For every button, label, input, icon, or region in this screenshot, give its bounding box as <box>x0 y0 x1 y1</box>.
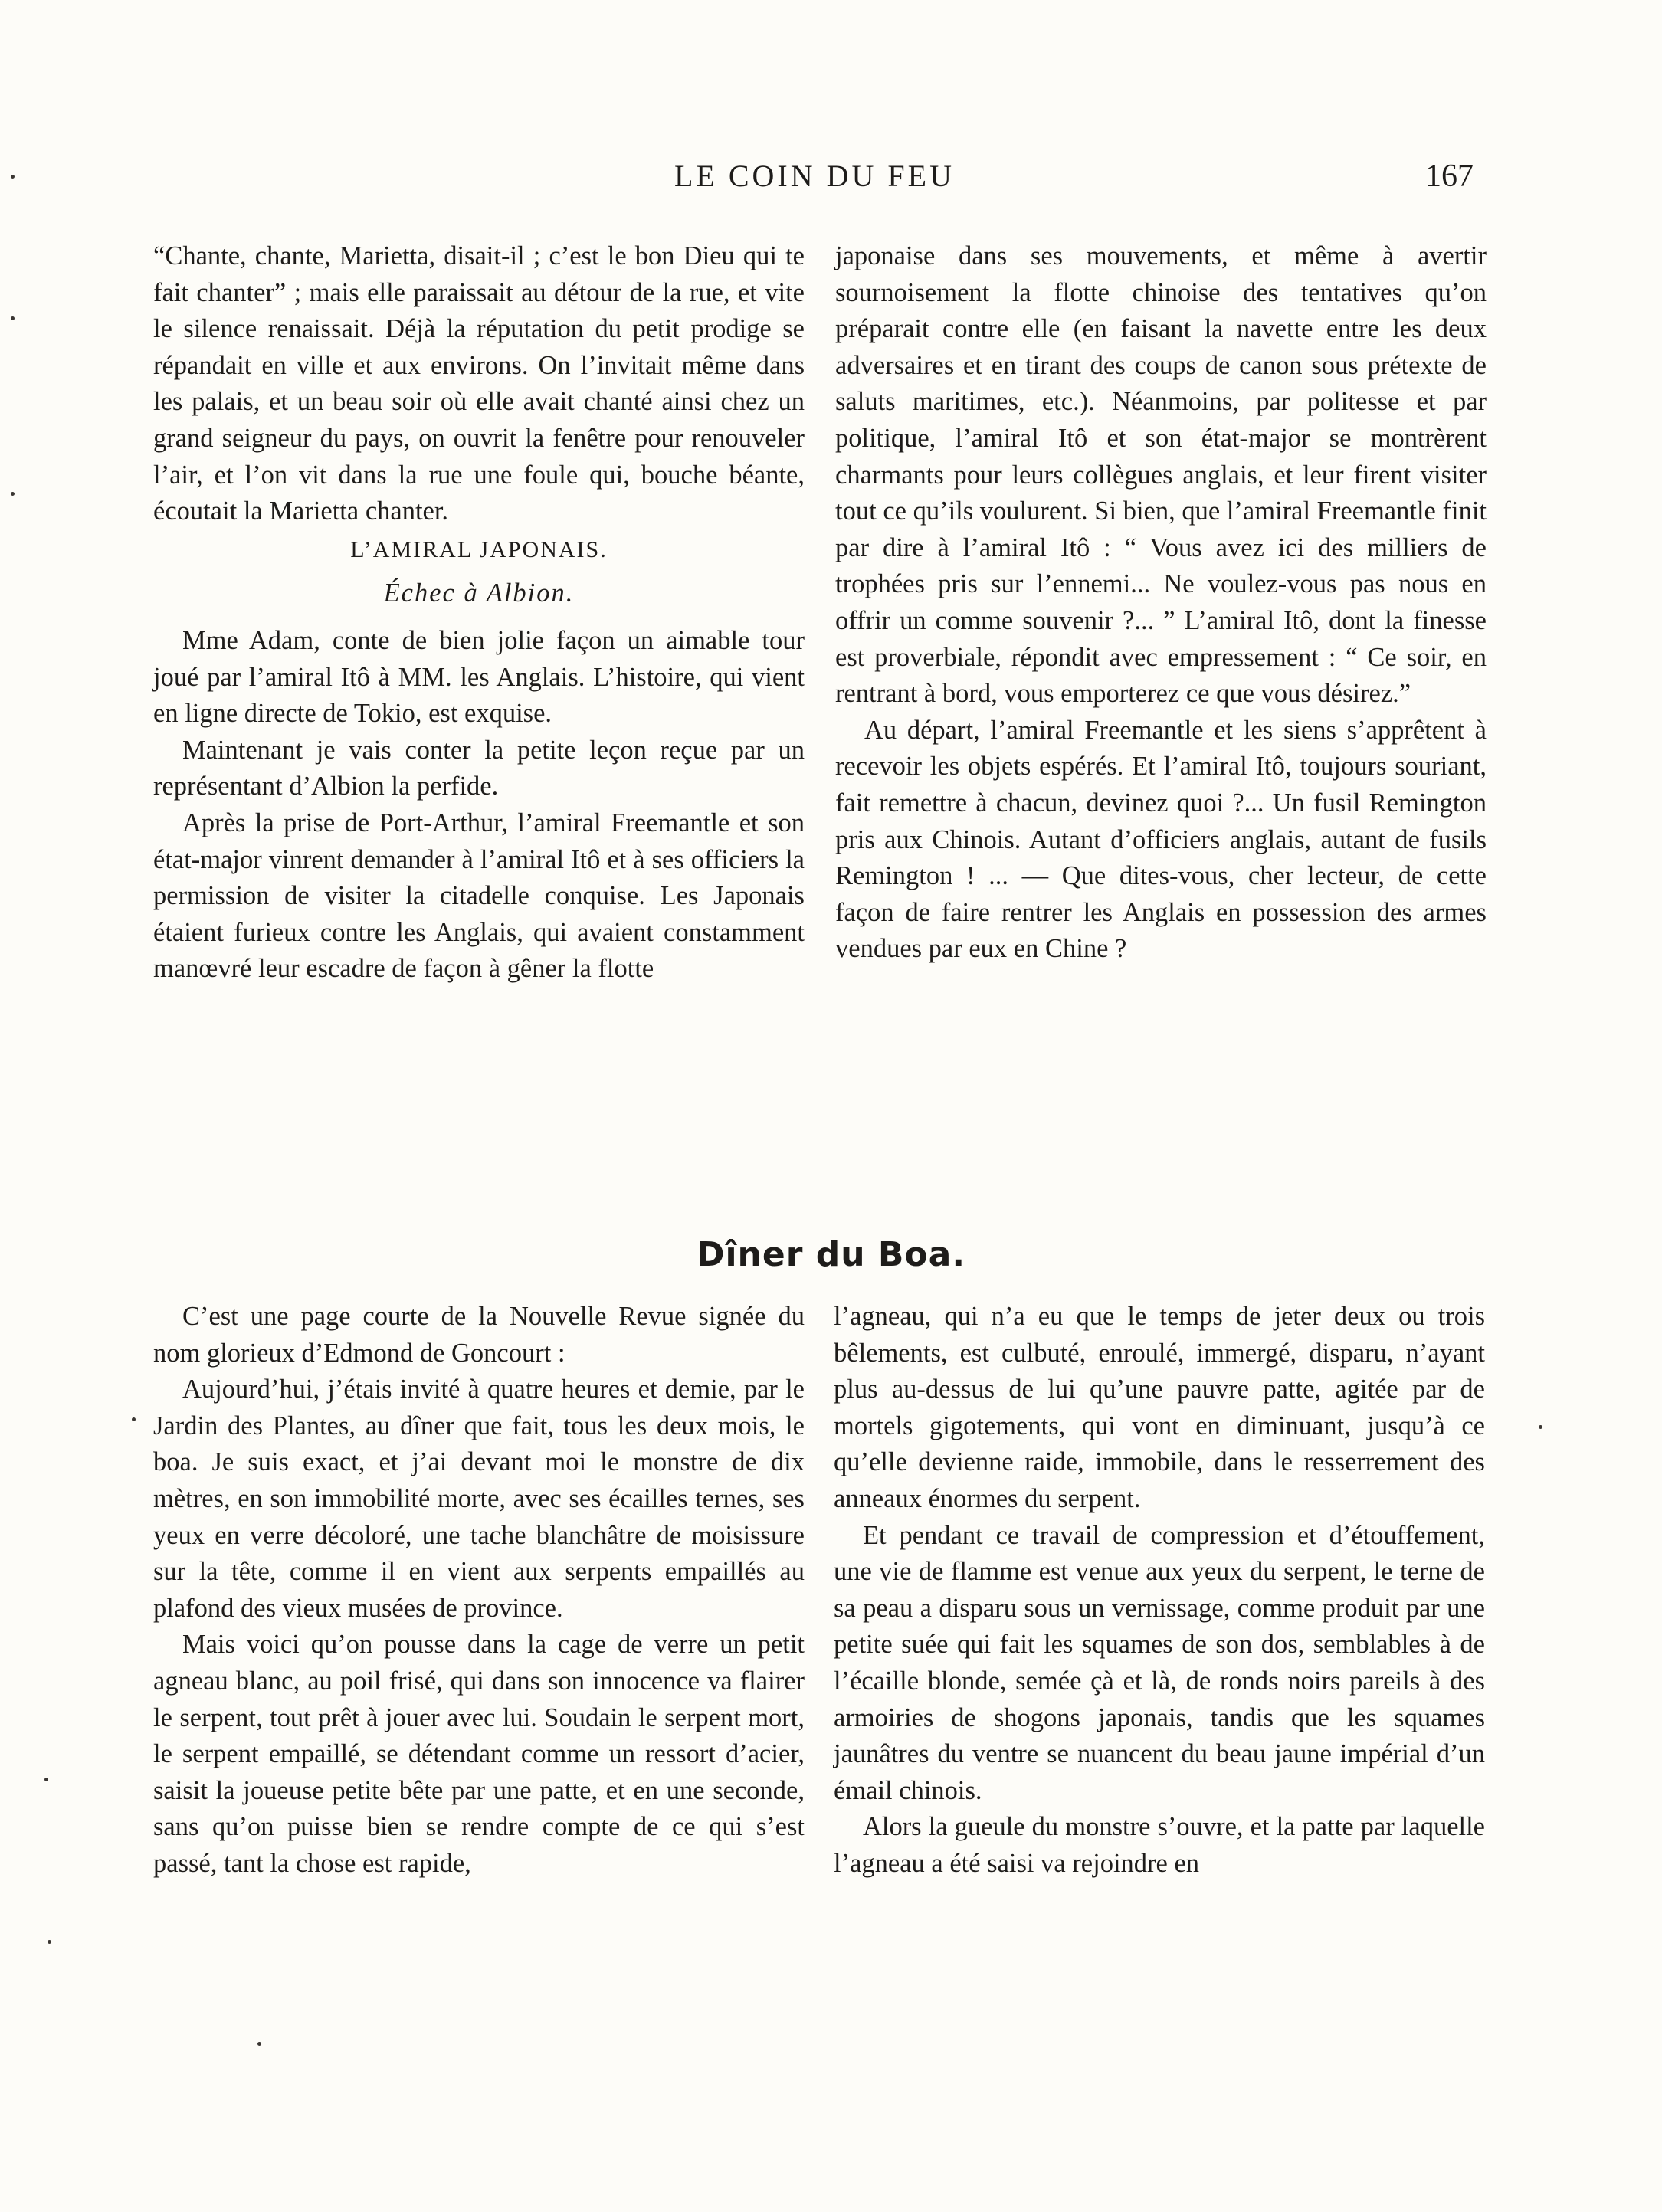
page-number: 167 <box>1425 159 1474 194</box>
top-right-column <box>835 238 1487 968</box>
print-speck <box>1539 1425 1542 1429</box>
print-speck <box>257 2042 261 2046</box>
top-left-column <box>153 238 805 988</box>
section-subtitle: Échec à Albion. <box>383 578 575 608</box>
paragraph: Mme Adam, conte de bien jolie façon un aimable tour joué par l’amiral Itô à MM. les Anglais. L’histoire, qui vient en ligne directe de Tokio, est exquise. <box>153 625 805 729</box>
bottom-right-column <box>834 1299 1485 1883</box>
paragraph: l’agneau, qui n’a eu que le temps de jeter deux ou trois bêlements, est culbuté, enroulé, immergé, disparu, n’ayant plus au-dessus de lui qu’une pauvre patte, agitée par de mortels gigotements, qui vont en diminuant, jusqu’à ce qu’elle devienne raide, immobile, dans le resserrement des anneaux énormes du serpent. <box>834 1302 1485 1513</box>
print-speck <box>132 1417 136 1421</box>
section-heading: L’AMIRAL JAPONAIS. <box>350 536 608 562</box>
paragraph: Alors la gueule du monstre s’ouvre, et la patte par laquelle l’agneau a été saisi va rejoindre en <box>834 1812 1485 1878</box>
print-speck <box>44 1778 48 1781</box>
print-speck <box>11 492 15 496</box>
section-title: Dîner du Boa. <box>696 1235 966 1274</box>
paragraph: Au départ, l’amiral Freemantle et les siens s’apprêtent à recevoir les objets espérés. Et l’amiral Itô, toujours souriant, fait remettre à chacun, devinez quoi ?... Un fusil Remington pris aux Chinois. Autant d’officiers anglais, autant de fusils Remington ! ... — Que dites-vous, cher lecteur, de cette façon de faire rentrer les Anglais en possession des armes vendues par eux en Chine ? <box>835 715 1487 964</box>
running-title: LE COIN DU FEU <box>674 159 955 193</box>
print-speck <box>11 175 15 179</box>
bottom-left-column <box>153 1299 805 1883</box>
paragraph: “Chante, chante, Marietta, disait-il ; c’est le bon Dieu qui te fait chanter” ; mais elle paraissait au détour de la rue, et vite le silence renaissait. Déjà la réputation du petit prodige se répandait en ville et aux environs. On l’invitait même dans les palais, et un beau soir où elle avait chanté ainsi chez un grand seigneur du pays, on ouvrit la fenêtre pour renouveler l’air, et l’on vit dans la rue une foule qui, bouche béante, écoutait la Marietta chanter. <box>153 241 805 526</box>
paragraph: Maintenant je vais conter la petite leçon reçue par un représentant d’Albion la perfide. <box>153 735 805 801</box>
paragraph: C’est une page courte de la Nouvelle Revue signée du nom glorieux d’Edmond de Goncourt : <box>153 1302 805 1368</box>
paragraph: Et pendant ce travail de compression et d’étouffement, une vie de flamme est venue aux yeux du serpent, le terne de sa peau a disparu sous un vernissage, comme produit par une petite suée qui fait les squames de son dos, semblables à de l’écaille blonde, semée çà et là, de ronds noirs pareils à des armoiries de shogons japonais, tandis que les squames jaunâtres du ventre se nuancent du beau jaune impérial d’un émail chinois. <box>834 1520 1485 1805</box>
paragraph: Aujourd’hui, j’étais invité à quatre heures et demie, par le Jardin des Plantes, au dîner que fait, tous les deux mois, le boa. Je suis exact, et j’ai devant moi le monstre de dix mètres, en son immobilité morte, avec ses écailles ternes, ses yeux en verre décoloré, une tache blanchâtre de moisissure sur la tête, comme il en vient aux serpents empaillés au plafond des vieux musées de province. <box>153 1375 805 1623</box>
paragraph: Après la prise de Port-Arthur, l’amiral Freemantle et son état-major vinrent demander à l’amiral Itô et à ses officiers la permission de visiter la citadelle conquise. Les Japonais étaient furieux contre les Anglais, qui avaient constamment manœvré leur escadre de façon à gêner la flotte <box>153 808 805 984</box>
print-speck <box>11 316 15 320</box>
print-speck <box>48 1940 51 1944</box>
paragraph: japonaise dans ses mouvements, et même à avertir sournoisement la flotte chinoise des tentatives qu’on préparait contre elle (en faisant la navette entre les deux adversaires et en tirant des coups de canon sous prétexte de saluts maritimes, etc.). Néanmoins, par politesse et par politique, l’amiral Itô et son état-major se montrèrent charmants pour leurs collègues anglais, et leur firent visiter tout ce qu’ils voulurent. Si bien, que l’amiral Freemantle finit par dire à l’amiral Itô : “ Vous avez ici des milliers de trophées pris sur l’ennemi... Ne voulez-vous pas nous en offrir un comme souvenir ?... ” L’amiral Itô, dont la finesse est proverbiale, répondit avec empressement : “ Ce soir, en rentrant à bord, vous emporterez ce que vous désirez.” <box>835 241 1487 709</box>
page-header <box>156 158 1474 204</box>
paragraph: Mais voici qu’on pousse dans la cage de verre un petit agneau blanc, au poil frisé, qui dans son innocence va flairer le serpent, tout prêt à jouer avec lui. Soudain le serpent mort, le serpent empaillé, se détendant comme un ressort d’acier, saisit la joueuse petite bête par une patte, et en une seconde, sans qu’on puisse bien se rendre compte de ce qui s’est passé, tant la chose est rapide, <box>153 1630 805 1878</box>
